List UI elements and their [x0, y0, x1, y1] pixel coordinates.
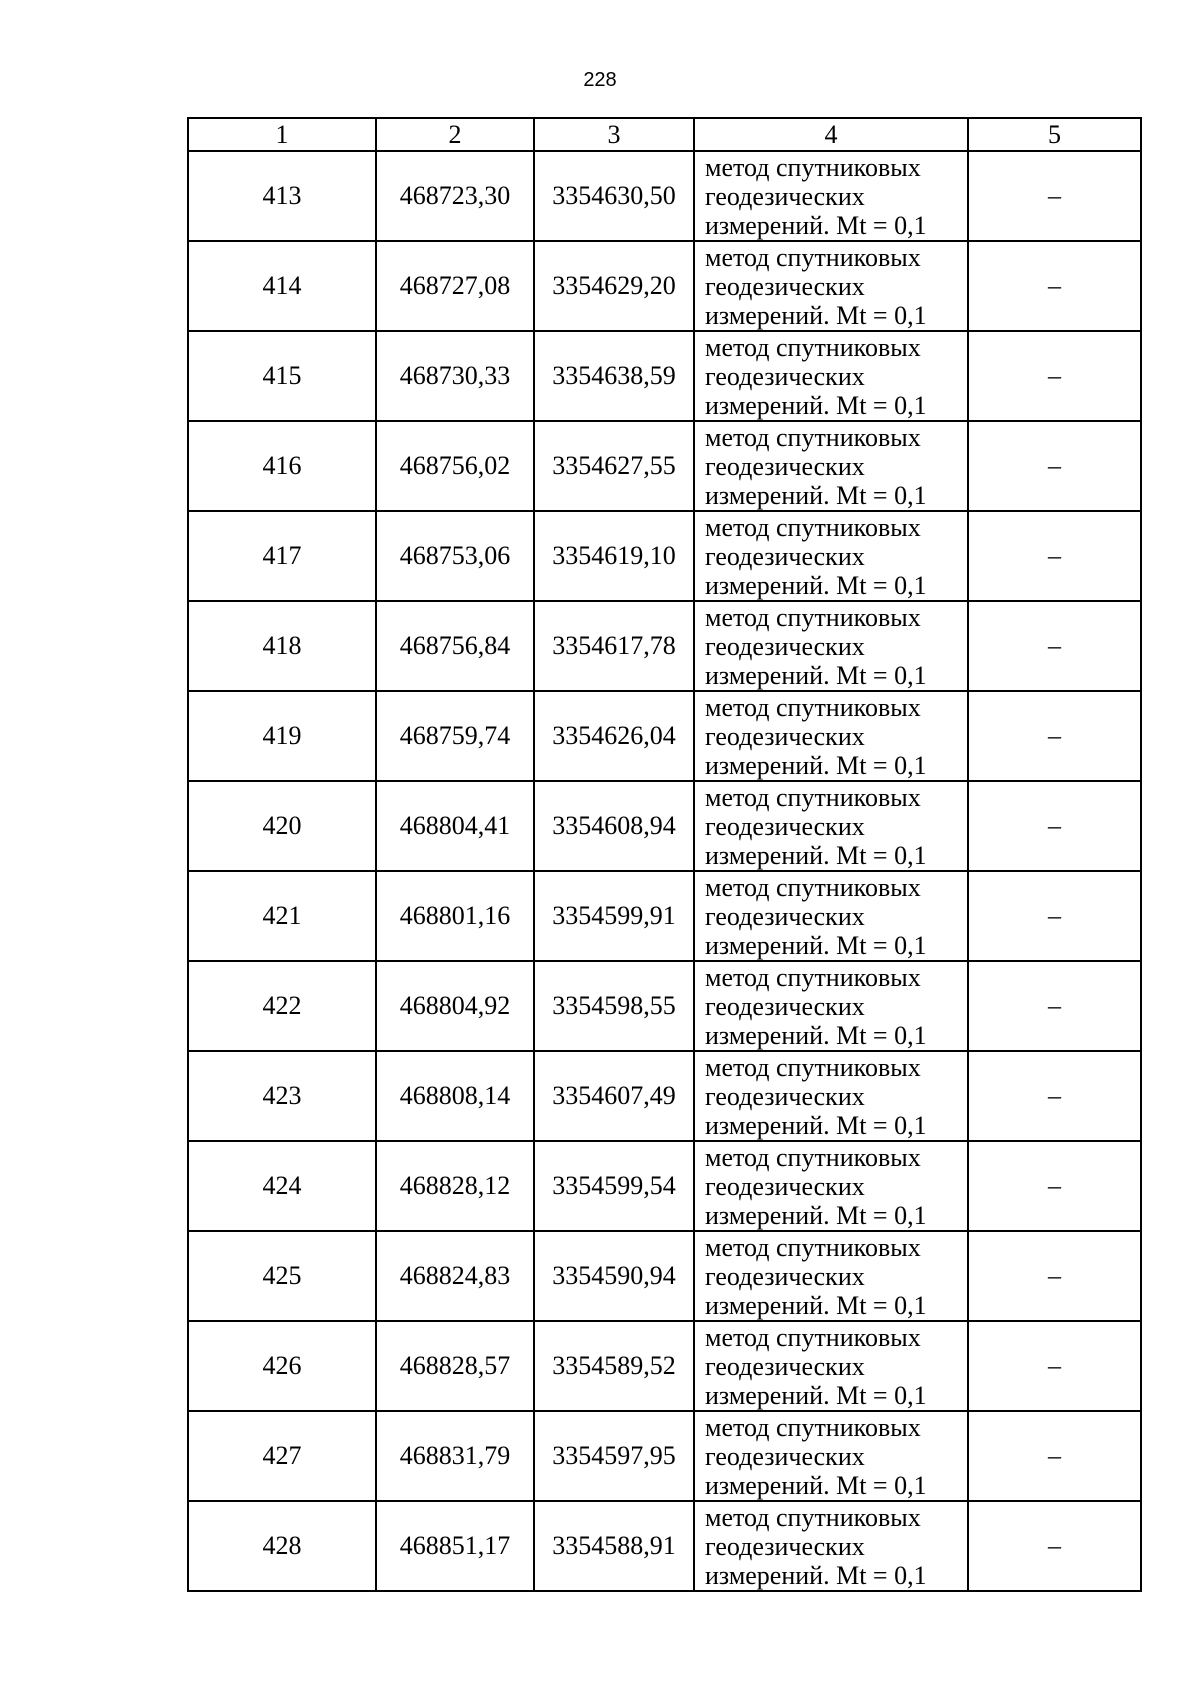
table-row — [188, 1231, 1141, 1321]
method-line: геодезических — [705, 271, 865, 301]
method-line: геодезических — [705, 181, 865, 211]
method-cell — [694, 961, 968, 1051]
method-line: геодезических — [705, 1081, 865, 1111]
x-coordinate-cell: 468808,14 — [376, 1051, 534, 1141]
x-coordinate-cell: 468851,17 — [376, 1501, 534, 1591]
method-line: геодезических — [705, 991, 865, 1021]
table-row — [188, 1501, 1141, 1591]
note-cell: – — [968, 871, 1141, 961]
point-number-cell: 422 — [188, 961, 376, 1051]
y-coordinate-cell: 3354627,55 — [534, 421, 694, 511]
table-row — [188, 151, 1141, 241]
y-coordinate-cell: 3354599,91 — [534, 871, 694, 961]
method-line: измерений. Mt = 0,1 — [705, 1380, 927, 1410]
x-coordinate-cell: 468824,83 — [376, 1231, 534, 1321]
method-line: геодезических — [705, 901, 865, 931]
table-row — [188, 241, 1141, 331]
note-cell: – — [968, 1501, 1141, 1591]
point-number-cell: 426 — [188, 1321, 376, 1411]
coordinates-table — [187, 117, 1142, 1592]
note-cell: – — [968, 1411, 1141, 1501]
method-cell — [694, 511, 968, 601]
method-line: геодезических — [705, 1531, 865, 1561]
method-line: метод спутниковых — [705, 782, 921, 812]
header-col-2: 2 — [376, 118, 534, 151]
y-coordinate-cell: 3354638,59 — [534, 331, 694, 421]
method-line: измерений. Mt = 0,1 — [705, 390, 927, 420]
x-coordinate-cell: 468727,08 — [376, 241, 534, 331]
note-cell: – — [968, 691, 1141, 781]
method-line: измерений. Mt = 0,1 — [705, 480, 927, 510]
method-line: геодезических — [705, 721, 865, 751]
method-line: измерений. Mt = 0,1 — [705, 1470, 927, 1500]
point-number-cell: 425 — [188, 1231, 376, 1321]
table-row — [188, 1141, 1141, 1231]
method-line: измерений. Mt = 0,1 — [705, 1290, 927, 1320]
method-cell — [694, 1051, 968, 1141]
method-line: метод спутниковых — [705, 1322, 921, 1352]
y-coordinate-cell: 3354589,52 — [534, 1321, 694, 1411]
table-row — [188, 1321, 1141, 1411]
method-line: геодезических — [705, 1441, 865, 1471]
method-line: геодезических — [705, 541, 865, 571]
table-row — [188, 511, 1141, 601]
note-cell: – — [968, 1051, 1141, 1141]
x-coordinate-cell: 468756,84 — [376, 601, 534, 691]
x-coordinate-cell: 468828,57 — [376, 1321, 534, 1411]
table-row — [188, 781, 1141, 871]
y-coordinate-cell: 3354588,91 — [534, 1501, 694, 1591]
page-number: 228 — [583, 69, 617, 91]
table-row — [188, 1411, 1141, 1501]
x-coordinate-cell: 468723,30 — [376, 151, 534, 241]
method-cell — [694, 241, 968, 331]
note-cell: – — [968, 151, 1141, 241]
method-cell — [694, 1141, 968, 1231]
table-row — [188, 1051, 1141, 1141]
x-coordinate-cell: 468804,41 — [376, 781, 534, 871]
method-cell — [694, 1501, 968, 1591]
header-col-1: 1 — [188, 118, 376, 151]
method-line: геодезических — [705, 811, 865, 841]
point-number-cell: 418 — [188, 601, 376, 691]
x-coordinate-cell: 468801,16 — [376, 871, 534, 961]
point-number-cell: 419 — [188, 691, 376, 781]
y-coordinate-cell: 3354619,10 — [534, 511, 694, 601]
note-cell: – — [968, 1321, 1141, 1411]
method-line: измерений. Mt = 0,1 — [705, 300, 927, 330]
method-line: метод спутниковых — [705, 512, 921, 542]
point-number-cell: 415 — [188, 331, 376, 421]
method-line: метод спутниковых — [705, 962, 921, 992]
table-row — [188, 871, 1141, 961]
note-cell: – — [968, 601, 1141, 691]
y-coordinate-cell: 3354598,55 — [534, 961, 694, 1051]
note-cell: – — [968, 241, 1141, 331]
method-cell — [694, 601, 968, 691]
method-line: измерений. Mt = 0,1 — [705, 1560, 927, 1590]
note-cell: – — [968, 511, 1141, 601]
method-cell — [694, 1411, 968, 1501]
header-col-3: 3 — [534, 118, 694, 151]
y-coordinate-cell: 3354590,94 — [534, 1231, 694, 1321]
y-coordinate-cell: 3354607,49 — [534, 1051, 694, 1141]
point-number-cell: 416 — [188, 421, 376, 511]
method-line: измерений. Mt = 0,1 — [705, 210, 927, 240]
y-coordinate-cell: 3354626,04 — [534, 691, 694, 781]
note-cell: – — [968, 781, 1141, 871]
note-cell: – — [968, 331, 1141, 421]
method-cell — [694, 691, 968, 781]
method-line: геодезических — [705, 631, 865, 661]
method-line: геодезических — [705, 1351, 865, 1381]
method-line: метод спутниковых — [705, 602, 921, 632]
x-coordinate-cell: 468730,33 — [376, 331, 534, 421]
method-line: метод спутниковых — [705, 692, 921, 722]
method-cell — [694, 151, 968, 241]
method-cell — [694, 331, 968, 421]
point-number-cell: 413 — [188, 151, 376, 241]
method-cell — [694, 421, 968, 511]
point-number-cell: 421 — [188, 871, 376, 961]
x-coordinate-cell: 468828,12 — [376, 1141, 534, 1231]
note-cell: – — [968, 961, 1141, 1051]
table-body — [188, 151, 1141, 1591]
method-line: метод спутниковых — [705, 1052, 921, 1082]
method-line: измерений. Mt = 0,1 — [705, 840, 927, 870]
table-row — [188, 421, 1141, 511]
method-cell — [694, 871, 968, 961]
y-coordinate-cell: 3354629,20 — [534, 241, 694, 331]
table-row — [188, 331, 1141, 421]
x-coordinate-cell: 468759,74 — [376, 691, 534, 781]
x-coordinate-cell: 468756,02 — [376, 421, 534, 511]
method-line: геодезических — [705, 1171, 865, 1201]
note-cell: – — [968, 421, 1141, 511]
header-col-4: 4 — [694, 118, 968, 151]
method-line: метод спутниковых — [705, 152, 921, 182]
method-cell — [694, 1321, 968, 1411]
method-line: метод спутниковых — [705, 1502, 921, 1532]
point-number-cell: 414 — [188, 241, 376, 331]
note-cell: – — [968, 1141, 1141, 1231]
method-line: геодезических — [705, 361, 865, 391]
y-coordinate-cell: 3354597,95 — [534, 1411, 694, 1501]
method-line: метод спутниковых — [705, 332, 921, 362]
note-cell: – — [968, 1231, 1141, 1321]
y-coordinate-cell: 3354617,78 — [534, 601, 694, 691]
table-row — [188, 601, 1141, 691]
y-coordinate-cell: 3354599,54 — [534, 1141, 694, 1231]
header-row — [188, 118, 1141, 151]
table-header — [188, 118, 1141, 151]
x-coordinate-cell: 468831,79 — [376, 1411, 534, 1501]
table-row — [188, 961, 1141, 1051]
point-number-cell: 427 — [188, 1411, 376, 1501]
method-line: измерений. Mt = 0,1 — [705, 1200, 927, 1230]
point-number-cell: 424 — [188, 1141, 376, 1231]
method-line: метод спутниковых — [705, 1232, 921, 1262]
method-line: метод спутниковых — [705, 422, 921, 452]
y-coordinate-cell: 3354608,94 — [534, 781, 694, 871]
method-line: метод спутниковых — [705, 242, 921, 272]
table-row — [188, 691, 1141, 781]
method-line: измерений. Mt = 0,1 — [705, 660, 927, 690]
point-number-cell: 423 — [188, 1051, 376, 1141]
point-number-cell: 428 — [188, 1501, 376, 1591]
method-line: геодезических — [705, 451, 865, 481]
x-coordinate-cell: 468753,06 — [376, 511, 534, 601]
method-line: измерений. Mt = 0,1 — [705, 750, 927, 780]
method-cell — [694, 1231, 968, 1321]
method-line: измерений. Mt = 0,1 — [705, 1110, 927, 1140]
header-col-5: 5 — [968, 118, 1141, 151]
method-cell — [694, 781, 968, 871]
point-number-cell: 417 — [188, 511, 376, 601]
method-line: метод спутниковых — [705, 872, 921, 902]
method-line: измерений. Mt = 0,1 — [705, 570, 927, 600]
method-line: измерений. Mt = 0,1 — [705, 1020, 927, 1050]
method-line: метод спутниковых — [705, 1142, 921, 1172]
method-line: метод спутниковых — [705, 1412, 921, 1442]
y-coordinate-cell: 3354630,50 — [534, 151, 694, 241]
point-number-cell: 420 — [188, 781, 376, 871]
x-coordinate-cell: 468804,92 — [376, 961, 534, 1051]
method-line: измерений. Mt = 0,1 — [705, 930, 927, 960]
method-line: геодезических — [705, 1261, 865, 1291]
